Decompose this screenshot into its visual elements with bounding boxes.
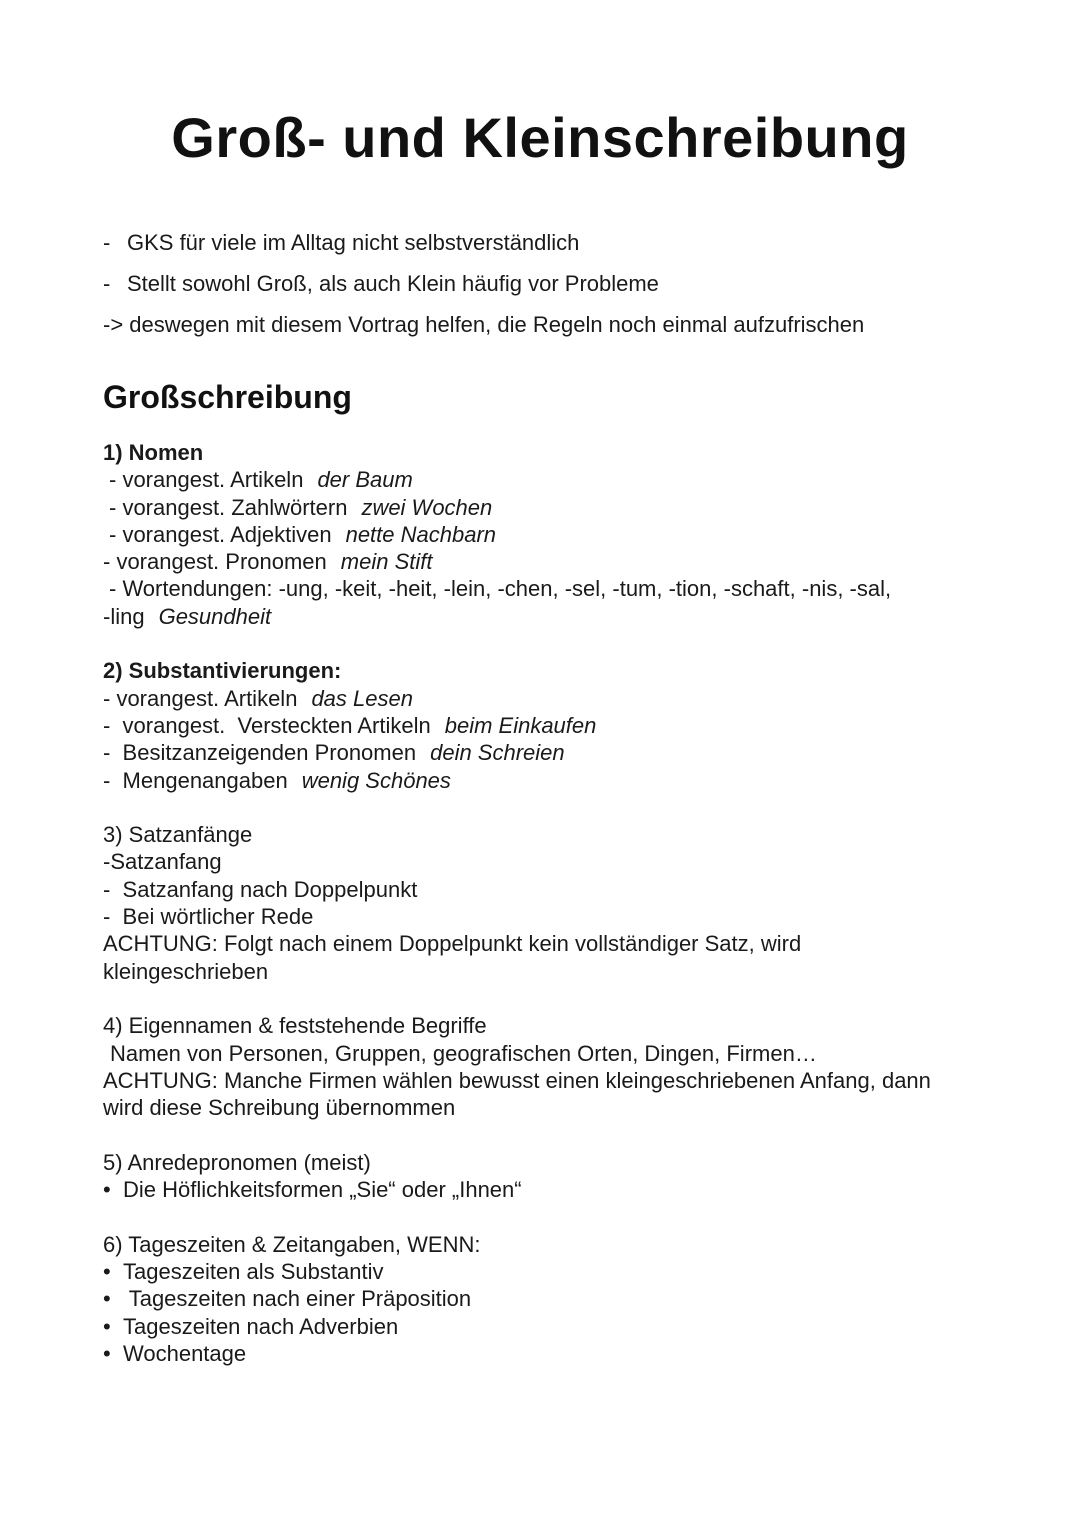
rule-item: [103, 712, 983, 739]
rule-item-text: - Mengenangaben: [103, 767, 288, 793]
rule-item-text: -ling: [103, 603, 145, 629]
section-title: Großschreibung: [103, 379, 352, 415]
rule-item: [103, 603, 983, 630]
bullet-item-text: Tageszeiten als Substantiv: [123, 1258, 384, 1284]
rule-item-example: dein Schreien: [430, 740, 565, 766]
rule-item: [103, 767, 983, 794]
rule-item-text: - vorangest. Versteckten Artikeln: [103, 712, 431, 738]
bullet-item-text: Tageszeiten nach Adverbien: [123, 1313, 399, 1339]
bullet-icon: •: [103, 1286, 111, 1312]
rule-item-example: wenig Schönes: [301, 767, 451, 793]
rule-heading-nomen: 1) Nomen: [103, 440, 204, 465]
intro-item: [103, 263, 1003, 304]
rule-item-example: zwei Wochen: [361, 494, 493, 520]
rule-heading-satzanfaenge: 3) Satzanfänge: [103, 822, 253, 848]
rule-item-text: - vorangest. Pronomen: [103, 549, 327, 575]
spacer: [103, 985, 983, 1012]
rule-item-text: - vorangest. Adjektiven: [109, 521, 332, 547]
intro-item-text: GKS für viele im Alltag nicht selbstverständlich: [127, 230, 580, 255]
rule-item-text: - vorangest. Artikeln: [109, 467, 304, 493]
spacer: [103, 1203, 983, 1230]
bullet-item-text: Die Höflichkeitsformen „Sie“ oder „Ihnen“: [123, 1177, 522, 1203]
dash-mark: -: [103, 230, 111, 255]
warning-note: ACHTUNG: Folgt nach einem Doppelpunkt kein vollständiger Satz, wird kleingeschrieben: [103, 931, 802, 984]
rule-item: - Bei wörtlicher Rede: [103, 904, 314, 930]
rule-item-text: - vorangest. Zahlwörtern: [109, 494, 348, 520]
rule-item: - Satzanfang nach Doppelpunkt: [103, 876, 418, 902]
dash-mark: -: [103, 271, 111, 296]
intro-item: [103, 222, 1003, 263]
rule-heading-substantivierungen: 2) Substantivierungen:: [103, 658, 342, 684]
rule-item-example: beim Einkaufen: [444, 712, 597, 738]
rule-item-example: mein Stift: [340, 549, 433, 575]
bullet-item-text: Wochentage: [123, 1340, 247, 1366]
page-title: Groß- und Kleinschreibung: [171, 106, 909, 169]
rule-heading-eigennamen: 4) Eigennamen & feststehende Begriffe: [103, 1013, 487, 1039]
rule-item: [103, 521, 983, 548]
rule-item: -Satzanfang: [103, 849, 222, 875]
bullet-item: [103, 1340, 983, 1367]
bullet-icon: •: [103, 1313, 111, 1339]
bullet-icon: •: [103, 1177, 111, 1203]
intro-conclusion: -> deswegen mit diesem Vortrag helfen, die Regeln noch einmal aufzufrischen: [103, 312, 865, 337]
bullet-icon: •: [103, 1340, 111, 1366]
rule-item-example: das Lesen: [311, 685, 413, 711]
rule-item: [103, 575, 983, 602]
section-body: [103, 439, 983, 1367]
rule-item: [103, 739, 983, 766]
rule-item-example: Gesundheit: [158, 603, 272, 629]
bullet-item: [103, 1285, 983, 1312]
bullet-item: [103, 1258, 983, 1285]
rule-item: [103, 548, 983, 575]
rule-item-example: nette Nachbarn: [345, 521, 497, 547]
bullet-icon: •: [103, 1258, 111, 1284]
spacer: [103, 794, 983, 821]
rule-item-text: - Wortendungen: -ung, -keit, -heit, -lein, -chen, -sel, -tum, -tion, -schaft, -nis, -sal,: [109, 576, 892, 602]
bullet-item: [103, 1313, 983, 1340]
rule-item: [103, 494, 983, 521]
intro-item-text: Stellt sowohl Groß, als auch Klein häufig vor Probleme: [127, 271, 659, 296]
spacer: [103, 1121, 983, 1148]
rule-text: Namen von Personen, Gruppen, geografischen Orten, Dingen, Firmen…: [110, 1040, 817, 1066]
rule-heading-anredepronomen: 5) Anredepronomen (meist): [103, 1149, 371, 1175]
spacer: [103, 630, 983, 657]
rule-item-example: der Baum: [317, 467, 413, 493]
intro-list: [103, 222, 1003, 345]
bullet-item-text: Tageszeiten nach einer Präposition: [123, 1286, 472, 1312]
rule-item-text: - Besitzanzeigenden Pronomen: [103, 740, 417, 766]
bullet-item: [103, 1176, 983, 1203]
rule-item-text: - vorangest. Artikeln: [103, 685, 298, 711]
warning-note: ACHTUNG: Manche Firmen wählen bewusst einen kleingeschriebenen Anfang, dann wird diese Schreibung übernommen: [103, 1067, 931, 1121]
rule-heading-tageszeiten: 6) Tageszeiten & Zeitangaben, WENN:: [103, 1231, 481, 1257]
rule-item: [103, 466, 983, 493]
rule-item: [103, 685, 983, 712]
